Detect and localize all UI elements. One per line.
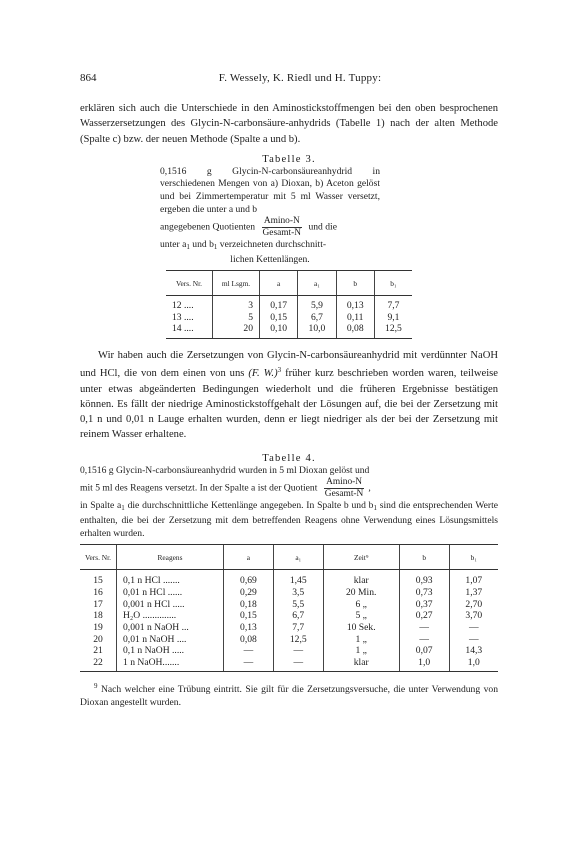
table-cell: 20: [213, 323, 260, 338]
table-3-desc-part3-post: verzeichneten durchschnitt-: [219, 239, 327, 251]
table-4-header: a₁: [273, 545, 323, 570]
running-title: F. Wessely, K. Riedl und H. Tuppy:: [218, 72, 382, 84]
table-cell: 0,1 n HCl .......: [117, 570, 224, 587]
table-cell: 0,29: [224, 587, 274, 599]
table-4-desc-line2-post: ,: [368, 483, 371, 495]
table-4-header-row: [80, 545, 498, 570]
table-4-desc-line4-pre: und b: [351, 500, 374, 512]
footnote-text: Nach welcher eine Trübung eintritt. Sie gilt für die Zersetzungsversuche, die unter Verwendung von Dioxan angestellt wurden.: [80, 683, 498, 708]
table-cell: 2,70: [449, 599, 498, 611]
table-cell: 0,73: [399, 587, 449, 599]
table-4-header: a: [224, 545, 274, 570]
table-4-description: [80, 465, 498, 540]
table-4-header: b: [399, 545, 449, 570]
table-cell: 10,0: [298, 323, 336, 338]
table-cell: —: [449, 634, 498, 646]
table-4-header: Zeit⁹: [323, 545, 399, 570]
paragraph-2-text-b: früher kurz beschrieben worden waren, teilweise unter etwas abgeänderten Bedingungen wiederholt und die früheren Ergebnisse bestätigen können. Es fällt der niedrige Aminostickstoffgehalt der Lösungen auf, die bei der Zersetzung mit 0,1 n und 0,01 n Lauge erhalten wurden, denn er liegt niedriger als der bei der Zersetzung mit reinem Wasser erhaltene.: [80, 368, 499, 441]
table-cell: 0,18: [224, 599, 274, 611]
table-3-desc-part2-post: und die: [308, 221, 337, 233]
table-cell: klar: [323, 657, 399, 671]
table-cell: 0,001 n NaOH ...: [117, 622, 224, 634]
table-cell: —: [273, 645, 323, 657]
table-cell: 12,5: [374, 323, 412, 338]
table-3-caption: Tabelle 3.: [262, 153, 316, 165]
table-4-sub-a1: 1: [121, 504, 125, 513]
table-3: [166, 270, 412, 339]
table-cell: 0,001 n HCl .....: [117, 599, 224, 611]
table-cell: 0,69: [224, 570, 274, 587]
table-cell: 12,5: [273, 634, 323, 646]
table-cell: 16: [93, 586, 103, 598]
table-4-caption: Tabelle 4.: [262, 452, 316, 464]
footnote-9: [80, 680, 498, 709]
table-cell: 0,01 n HCl ......: [117, 587, 224, 599]
table-4-desc-line2-pre: mit 5 ml des Reagens versetzt. In der Spalte a ist der Quotient: [80, 483, 318, 495]
table-cell: 3,5: [273, 587, 323, 599]
table-cell: 0,08: [224, 634, 274, 646]
page-header: [80, 72, 498, 88]
table-cell: 1,45: [273, 570, 323, 587]
table-cell: 0,15: [260, 312, 298, 324]
table-cell: 5 „: [323, 610, 399, 622]
table-4-desc-line4-post: sind die entsprechenden Werte enthalten, die bei der Zersetzung mit dem betreffenden Reagens ohne Verwendung eines Lösungsmittels erhalten wurden.: [80, 500, 498, 539]
table-cell: 1,0: [449, 657, 498, 671]
table-cell: 0,93: [399, 570, 449, 587]
table-cell: 13 ....: [172, 311, 194, 323]
table-cell: 5: [213, 312, 260, 324]
table-row: [166, 323, 412, 338]
table-3-quotient: [261, 216, 304, 239]
table-row: [80, 570, 498, 587]
table-cell: 0,13: [224, 622, 274, 634]
table-cell: 22: [80, 657, 117, 671]
table-cell: 0,15: [224, 610, 274, 622]
table-cell: 6,7: [298, 312, 336, 324]
table-cell: 1 n NaOH.......: [117, 657, 224, 671]
table-3-desc-part3-pre: unter a: [160, 239, 187, 251]
table-3-desc-part1: 0,1516 g Glycin-N-carbonsäureanhydrid in verschiedenen Mengen von a) Dioxan, b) Aceton gelöst und bei Zimmertemperatur mit 5 ml Wasser versetzt, ergeben die unter a und b: [160, 165, 380, 215]
table-cell: 17: [93, 598, 103, 610]
table-3-desc-part4: lichen Kettenlängen.: [230, 253, 310, 265]
page-number: 864: [80, 72, 97, 84]
table-cell: —: [273, 657, 323, 671]
table-cell: 0,13: [336, 296, 374, 312]
table-3-header: a: [260, 271, 298, 296]
table-row: [80, 610, 498, 622]
table-3-sub-b1: 1: [213, 243, 218, 252]
table-cell: 6 „: [323, 599, 399, 611]
table-cell: 12 ....: [172, 300, 194, 312]
table-4-quotient-numerator: Amino-N: [326, 477, 363, 488]
table-3-quotient-numerator: Amino-N: [263, 216, 300, 227]
table-cell: —: [449, 622, 498, 634]
table-cell: 14,3: [449, 645, 498, 657]
table-cell: 0,37: [399, 599, 449, 611]
table-3-desc-part2-pre: angegebenen Quotienten: [160, 221, 256, 233]
table-cell: 20: [93, 633, 103, 645]
table-cell: 1,37: [449, 587, 498, 599]
table-row: [80, 645, 498, 657]
table-row: [80, 657, 498, 671]
table-4-quotient: [323, 477, 366, 500]
table-3-header-row: [166, 271, 412, 296]
table-cell: 0,17: [260, 296, 298, 312]
table-cell: —: [224, 645, 274, 657]
table-3-header: Vers. Nr.: [166, 271, 213, 296]
table-4-desc-line1: 0,1516 g Glycin-N-carbonsäureanhydrid wurden in 5 ml Dioxan gelöst und: [80, 464, 370, 476]
table-cell: H₂O ..............: [117, 610, 224, 622]
table-4-quotient-denominator: Gesamt-N: [324, 489, 364, 500]
table-cell: 5,9: [298, 296, 336, 312]
footnote-ref-3: 3: [277, 366, 282, 375]
table-4-desc-line3-post: die durchschnittliche Kettenlänge angegeben. In Spalte b: [127, 500, 349, 512]
table-row: [166, 296, 412, 312]
table-cell: klar: [323, 570, 399, 587]
table-cell: 0,1 n NaOH .....: [117, 645, 224, 657]
table-cell: 7,7: [374, 296, 412, 312]
page: [80, 72, 498, 709]
table-cell: —: [224, 657, 274, 671]
table-cell: 9,1: [374, 312, 412, 324]
table-4: [80, 544, 498, 672]
table-cell: —: [399, 634, 449, 646]
table-4-desc-line3-pre: in Spalte a: [80, 500, 122, 512]
table-cell: 18: [93, 610, 103, 622]
table-cell: 1 „: [323, 645, 399, 657]
table-cell: 1 „: [323, 634, 399, 646]
table-cell: 5,5: [273, 599, 323, 611]
table-3-description: [160, 166, 380, 267]
table-row: [80, 634, 498, 646]
table-cell: 20 Min.: [323, 587, 399, 599]
table-3-sub-a1: 1: [186, 243, 190, 252]
table-3-header: a₁: [298, 271, 336, 296]
table-cell: 10 Sek.: [323, 622, 399, 634]
table-3-desc-part3-mid: und b: [192, 239, 214, 251]
table-4-sub-b1: 1: [373, 504, 377, 513]
table-cell: 1,0: [399, 657, 449, 671]
table-cell: 6,7: [273, 610, 323, 622]
table-row: [80, 622, 498, 634]
paragraph-2: [80, 348, 498, 443]
table-cell: 0,07: [399, 645, 449, 657]
table-4-header: Reagens: [117, 545, 224, 570]
table-cell: 7,7: [273, 622, 323, 634]
table-row: [80, 587, 498, 599]
table-4-header: Vers. Nr.: [80, 545, 117, 570]
table-row: [80, 599, 498, 611]
table-cell: 0,10: [260, 323, 298, 338]
table-cell: 14 ....: [166, 323, 213, 338]
table-cell: 0,08: [336, 323, 374, 338]
table-cell: 3: [213, 296, 260, 312]
table-cell: 1,07: [449, 570, 498, 587]
paragraph-1: erklären sich auch die Unterschiede in den Aminostickstoffmengen bei den oben besprochenen Wasserzersetzungen des Glycin-N-carbonsäure-anhydrids (Tabelle 1) nach der alten Methode (Spalte c) bzw. der neuen Methode (Spalte a und b).: [80, 103, 498, 145]
table-3-quotient-denominator: Gesamt-N: [262, 228, 302, 239]
table-cell: —: [399, 622, 449, 634]
table-4-header: b₁: [449, 545, 498, 570]
table-cell: 0,27: [399, 610, 449, 622]
table-cell: 0,01 n NaOH ....: [117, 634, 224, 646]
table-cell: 15: [93, 575, 103, 587]
paragraph-2-author-ref: (F. W.): [248, 368, 278, 380]
table-cell: 19: [93, 621, 103, 633]
table-cell: 21: [93, 645, 103, 657]
table-3-header: b: [336, 271, 374, 296]
footnote-mark: 9: [94, 681, 98, 690]
table-3-header: ml Lsgm.: [213, 271, 260, 296]
table-cell: 3,70: [449, 610, 498, 622]
table-cell: 0,11: [336, 312, 374, 324]
table-row: [166, 312, 412, 324]
paragraph-2-text-a: Wir haben auch die Zersetzungen von Glycin-N-carbonsäureanhydrid mit verdünnter NaOH und HCl, die von dem einen von uns: [80, 349, 498, 380]
table-3-header: b₁: [374, 271, 412, 296]
